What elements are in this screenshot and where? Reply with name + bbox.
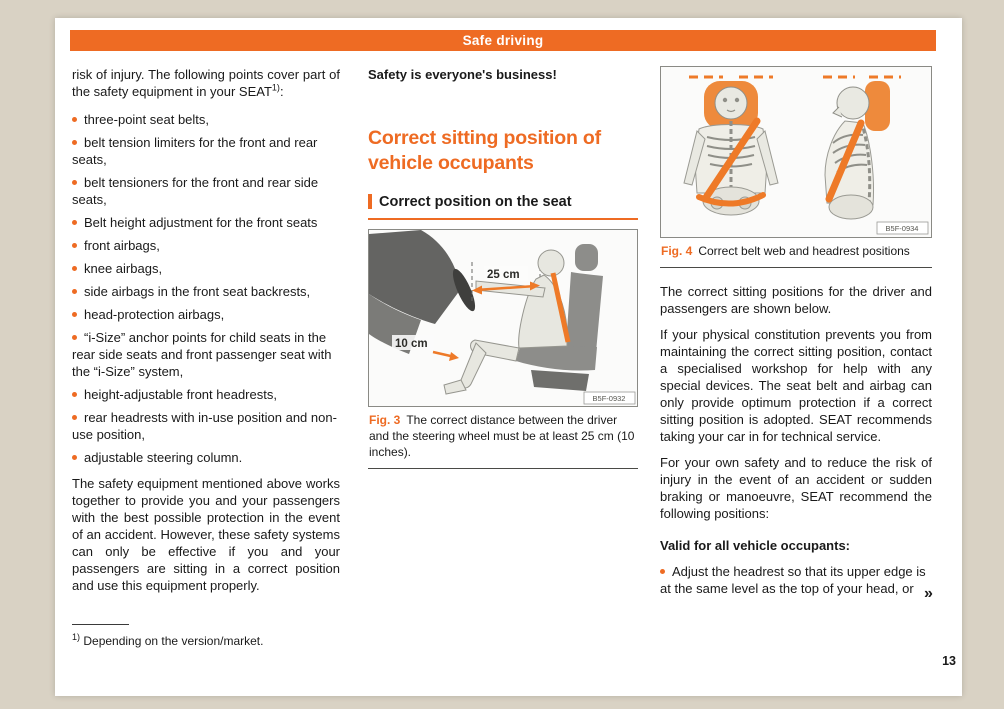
fig3-caption — [368, 407, 638, 469]
chapter-header-bar — [70, 30, 936, 51]
bullet-icon — [72, 289, 77, 294]
footnote-text-line — [72, 634, 340, 649]
intro-paragraph — [72, 66, 340, 100]
image-id-text: B5F-0932 — [592, 394, 626, 403]
paragraph: If your physical constitution prevents you from maintaining the correct sitting position, contact a specialised workshop for help with any special devices. The seat belt and airbag can only provide optimum protection if a correct sitting position is adopted. SEAT recommends taking your car in for technical service. — [660, 327, 932, 444]
paragraph: For your own safety and to reduce the risk of injury in the event of an accident or sudden braking or manoeuvre, SEAT recommend the following positions: — [660, 455, 932, 521]
list-item-text: Belt height adjustment for the front seats — [84, 215, 318, 230]
bullet-icon — [72, 117, 77, 122]
footnote-divider — [72, 624, 129, 625]
bullet-icon — [72, 415, 77, 420]
list-item — [72, 134, 340, 168]
bullet-icon — [72, 335, 77, 340]
bullet-icon — [72, 455, 77, 460]
fig3-illustration — [369, 230, 637, 406]
right-column-text — [660, 283, 932, 597]
list-item — [72, 386, 340, 403]
list-item — [72, 111, 340, 128]
list-item — [72, 306, 340, 323]
footnote-marker: 1) — [72, 632, 81, 642]
chapter-heading: Correct sitting position of vehicle occupants — [368, 127, 601, 174]
page-sheet — [55, 18, 962, 696]
list-item — [660, 563, 932, 597]
list-item-text: height-adjustable front headrests, — [84, 387, 277, 402]
list-item-text: adjustable steering column. — [84, 450, 243, 465]
page-number: 13 — [942, 654, 956, 668]
closing-paragraph: The safety equipment mentioned above works together to provide you and your passengers with the best possible protection in the event of an accident. However, these safety systems can only be effective if you and your passengers are sitting in a correct position and use this equipment properly. — [72, 476, 340, 593]
list-item-text: belt tensioners for the front and rear side seats, — [72, 175, 319, 207]
image-id-text: B5F-0934 — [885, 224, 919, 233]
skull-front — [715, 87, 747, 119]
fig4-illustration — [661, 67, 931, 237]
list-item — [72, 329, 340, 380]
list-item-text: rear headrests with in-use position and non-use position, — [72, 410, 337, 442]
bullet-icon — [72, 180, 77, 185]
list-item-text: head-protection airbags, — [84, 307, 225, 322]
footnote-reference: 1) — [271, 82, 280, 93]
list-item-text: knee airbags, — [84, 261, 163, 276]
skull-side — [837, 87, 869, 119]
occupant-head — [538, 250, 564, 276]
list-item — [72, 283, 340, 300]
list-item — [72, 409, 340, 443]
continuation-marker: » — [924, 585, 933, 602]
list-item — [72, 214, 340, 231]
list-item-text: “i-Size” anchor points for child seats in the rear side seats and front passenger seat with the “i-Size” system, — [72, 330, 332, 379]
measure-25-label: 25 cm — [487, 269, 520, 281]
footnote-text: Depending on the version/market. — [83, 634, 264, 648]
list-item — [72, 449, 340, 466]
bullet-icon — [72, 266, 77, 271]
list-item-text: Adjust the headrest so that its upper edge is at the same level as the top of your head, or — [660, 564, 926, 596]
pelvis-side — [829, 195, 873, 219]
footnote — [72, 624, 340, 649]
list-item-text: front airbags, — [84, 238, 160, 253]
list-item-text: side airbags in the front seat backrests, — [84, 284, 311, 299]
fig3-image — [368, 229, 638, 407]
seat-headrest — [575, 244, 598, 271]
bullet-icon — [72, 220, 77, 225]
safety-equipment-list — [72, 111, 340, 466]
list-item — [72, 237, 340, 254]
measure-10-label: 10 cm — [395, 338, 428, 350]
list-item — [72, 260, 340, 277]
list-item-text: three-point seat belts, — [84, 112, 210, 127]
subheading-valid-occupants: Valid for all vehicle occupants: — [660, 538, 851, 553]
bullet-icon — [72, 392, 77, 397]
bullet-icon — [72, 312, 77, 317]
list-item-text: belt tension limiters for the front and rear seats, — [72, 135, 318, 167]
fig3-caption-text: The correct distance between the driver and the steering wheel must be at least 25 cm (10 inches). — [369, 413, 635, 459]
fig3-label: Fig. 3 — [369, 413, 401, 427]
bullet-icon — [72, 140, 77, 145]
right-column — [660, 66, 932, 603]
section-heading: Correct position on the seat — [368, 193, 638, 220]
paragraph: The correct sitting positions for the driver and passengers are shown below. — [660, 284, 932, 316]
intro-text: risk of injury. The following points cover part of the safety equipment in your SEAT — [72, 67, 340, 99]
list-item — [72, 174, 340, 208]
fig4-label: Fig. 4 — [661, 244, 693, 258]
fig4-image — [660, 66, 932, 238]
bullet-icon — [660, 569, 665, 574]
intro-suffix: : — [279, 84, 284, 99]
fig4-caption — [660, 238, 932, 268]
chapter-title: Safe driving — [462, 33, 544, 48]
fig4-caption-text: Correct belt web and headrest positions — [698, 244, 910, 258]
left-column — [72, 66, 340, 594]
bullet-icon — [72, 243, 77, 248]
middle-column — [368, 66, 638, 469]
lead-sentence: Safety is everyone's business! — [368, 67, 557, 82]
